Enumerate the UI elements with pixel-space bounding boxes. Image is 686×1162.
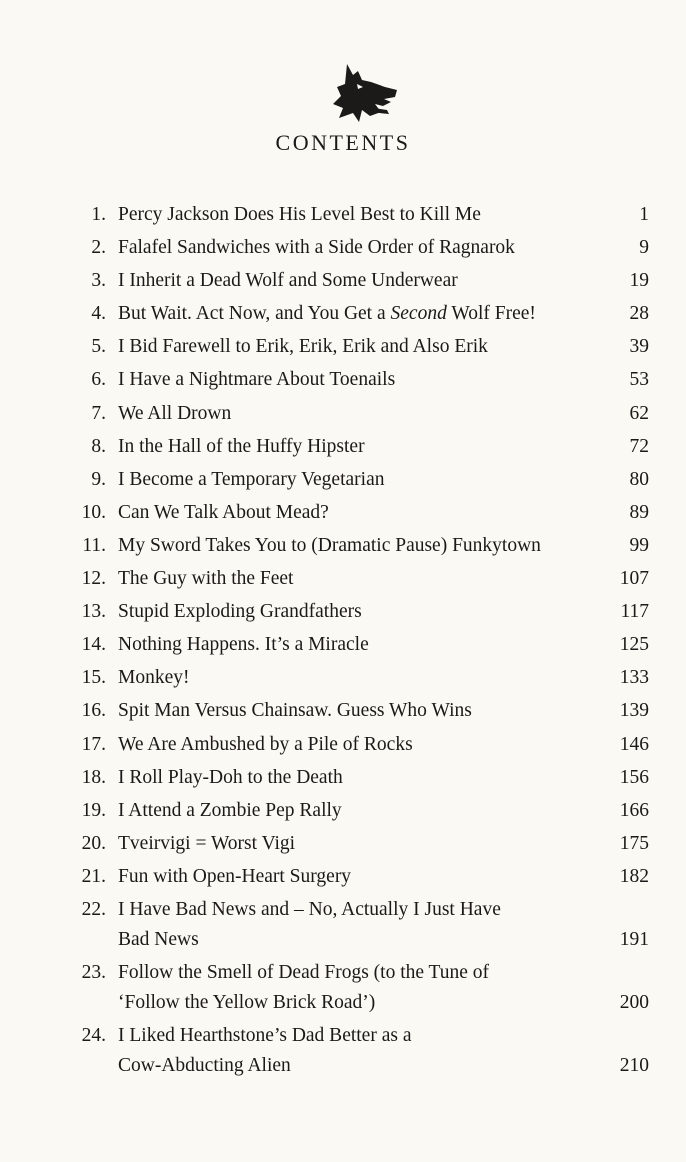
chapter-number: 10. [81, 501, 106, 523]
toc-entry[interactable] [0, 266, 686, 296]
chapter-title-line: Bad News [118, 928, 199, 950]
chapter-number: 22. [81, 898, 106, 920]
chapter-title: My Sword Takes You to (Dramatic Pause) Funkytown [118, 534, 541, 556]
chapter-title: Percy Jackson Does His Level Best to Kill Me [118, 204, 481, 225]
page-number: 166 [619, 799, 649, 821]
chapter-title: I Attend a Zombie Pep Rally [118, 799, 342, 821]
toc-entry[interactable] [0, 663, 686, 693]
toc-entry[interactable] [0, 796, 686, 826]
page-number: 89 [629, 501, 649, 523]
chapter-number: 4. [91, 303, 106, 325]
chapter-number: 24. [81, 1025, 106, 1047]
page-number: 72 [629, 435, 649, 457]
chapter-number: 6. [91, 369, 106, 391]
chapter-number: 5. [91, 336, 106, 358]
chapter-title: I Become a Temporary Vegetarian [118, 468, 385, 490]
chapter-number: 7. [91, 402, 106, 424]
page-number: 62 [629, 402, 649, 424]
page-number: 28 [629, 303, 649, 325]
toc-entry[interactable] [0, 630, 686, 660]
chapter-number: 23. [81, 962, 106, 984]
toc-entry[interactable] [0, 829, 686, 859]
page-number: 191 [619, 928, 649, 950]
chapter-title-line: I Have Bad News and – No, Actually I Just Have [118, 898, 501, 920]
chapter-number: 14. [81, 634, 106, 656]
toc-entry[interactable] [0, 862, 686, 892]
page-number: 146 [619, 733, 649, 755]
toc-entry[interactable] [0, 531, 686, 561]
toc-entry[interactable] [0, 399, 686, 429]
toc-entry[interactable] [0, 299, 686, 329]
chapter-title [118, 958, 613, 1018]
page-title: CONTENTS [275, 130, 411, 155]
toc-entry[interactable] [0, 432, 686, 462]
chapter-number: 18. [81, 766, 106, 788]
chapter-number: 21. [81, 865, 106, 887]
chapter-title: I Inherit a Dead Wolf and Some Underwear [118, 270, 458, 292]
chapter-title: I Roll Play-Doh to the Death [118, 766, 343, 788]
chapter-title [118, 299, 613, 329]
chapter-number: 1. [91, 204, 106, 225]
chapter-number: 9. [91, 468, 106, 490]
chapter-number: 8. [91, 435, 106, 457]
toc-entry[interactable] [0, 233, 686, 263]
chapter-title: Falafel Sandwiches with a Side Order of Ragnarok [118, 237, 515, 259]
toc-entry[interactable] [0, 730, 686, 760]
toc-entry[interactable] [0, 465, 686, 495]
chapter-number: 3. [91, 270, 106, 292]
toc-entry[interactable] [0, 365, 686, 395]
chapter-title: We All Drown [118, 402, 232, 424]
chapter-title: Nothing Happens. It’s a Miracle [118, 634, 369, 656]
page-number: 39 [629, 336, 649, 358]
page-number: 182 [619, 865, 649, 887]
chapter-title-line: Cow-Abducting Alien [118, 1055, 291, 1077]
chapter-title [118, 1021, 613, 1081]
chapter-title: Tveirvigi = Worst Vigi [118, 832, 296, 854]
toc-entry[interactable] [0, 332, 686, 362]
page-number: 125 [619, 634, 649, 656]
chapter-title: The Guy with the Feet [118, 568, 294, 590]
chapter-number: 12. [81, 568, 106, 590]
toc-entry[interactable] [0, 498, 686, 528]
chapter-title: Can We Talk About Mead? [118, 501, 329, 523]
toc-entry[interactable] [0, 895, 686, 955]
page-number: 175 [619, 832, 649, 854]
toc-entry[interactable] [0, 1021, 686, 1081]
toc-entry[interactable] [0, 763, 686, 793]
chapter-title-line: ‘Follow the Yellow Brick Road’) [118, 992, 376, 1014]
chapter-number: 17. [81, 733, 106, 755]
toc-entry[interactable] [0, 200, 686, 230]
chapter-title: Spit Man Versus Chainsaw. Guess Who Wins [118, 700, 472, 722]
chapter-number: 16. [81, 700, 106, 722]
chapter-number: 15. [81, 667, 106, 689]
chapter-number: 2. [91, 237, 106, 259]
page-number: 210 [619, 1055, 649, 1077]
wolf-head-icon [329, 60, 409, 130]
toc-entry[interactable] [0, 958, 686, 1018]
chapter-number: 19. [81, 799, 106, 821]
chapter-number: 20. [81, 832, 106, 854]
chapter-title: Stupid Exploding Grandfathers [118, 601, 362, 623]
page-number: 200 [619, 992, 649, 1014]
page-number: 99 [629, 534, 649, 556]
chapter-title: Fun with Open-Heart Surgery [118, 865, 352, 887]
chapter-title-part: Wolf Free! [446, 303, 536, 325]
chapter-title: I Bid Farewell to Erik, Erik, Erik and Also Erik [118, 336, 488, 358]
chapter-title [118, 895, 613, 955]
toc-entry[interactable] [0, 696, 686, 726]
toc-entry[interactable] [0, 564, 686, 594]
chapter-title: We Are Ambushed by a Pile of Rocks [118, 733, 413, 755]
page-number: 107 [619, 568, 649, 590]
chapter-title-line: Follow the Smell of Dead Frogs (to the Tune of [118, 962, 490, 984]
page-number: 117 [620, 601, 649, 623]
page-number: 1 [639, 204, 649, 225]
chapter-title: Monkey! [118, 667, 190, 689]
chapter-title-emphasis: Second [390, 303, 447, 325]
toc-list [0, 200, 686, 1084]
chapter-title: I Have a Nightmare About Toenails [118, 369, 396, 391]
chapter-number: 13. [81, 601, 106, 623]
page-number: 9 [639, 237, 649, 259]
chapter-title-line: I Liked Hearthstone’s Dad Better as a [118, 1025, 412, 1047]
chapter-number: 11. [82, 534, 106, 556]
page-number: 19 [629, 270, 649, 292]
page-number: 133 [619, 667, 649, 689]
page-number: 156 [619, 766, 649, 788]
chapter-title-part: But Wait. Act Now, and You Get a [118, 303, 391, 325]
toc-entry[interactable] [0, 597, 686, 627]
chapter-title: In the Hall of the Huffy Hipster [118, 435, 365, 457]
page-number: 80 [629, 468, 649, 490]
page-number: 139 [619, 700, 649, 722]
page-number: 53 [629, 369, 649, 391]
